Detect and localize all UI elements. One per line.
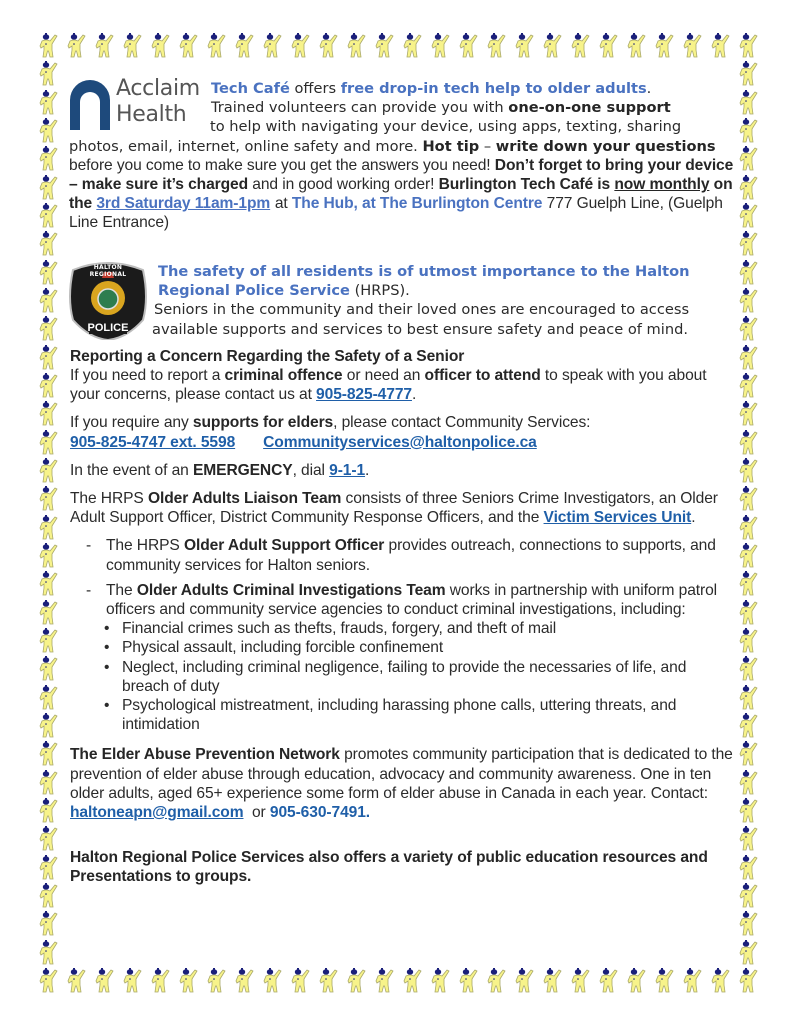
waving-figure-icon	[35, 315, 61, 342]
bold-text: Burlington Tech Café is	[438, 176, 615, 194]
waving-figure-icon	[707, 967, 733, 994]
waving-figure-icon	[35, 457, 61, 484]
waving-figure-icon	[35, 684, 61, 711]
waving-figure-icon	[35, 400, 61, 427]
waving-figure-icon	[735, 457, 761, 484]
waving-figure-icon	[259, 32, 285, 59]
text: or need an	[342, 367, 425, 385]
waving-figure-icon	[35, 89, 61, 116]
waving-figure-icon	[735, 89, 761, 116]
tech-cafe-section	[70, 79, 735, 233]
text: to help with navigating your device, using apps, texting, sharing photos, email, internet, online safety and more.	[69, 118, 682, 155]
emergency-number-link[interactable]: 9-1-1	[329, 461, 366, 479]
waving-figure-icon	[63, 32, 89, 59]
eapn-phone: 905-630-7491.	[269, 804, 371, 822]
waving-figure-icon	[735, 854, 761, 881]
waving-figure-icon	[735, 542, 761, 569]
text: consists of three Seniors Crime Investigators, an Older Adult Support Officer, District Community Response Officers, and the	[70, 490, 718, 527]
text: The HRPS	[106, 537, 184, 555]
waving-figure-icon	[735, 60, 761, 87]
waving-figure-icon	[343, 967, 369, 994]
waving-figure-icon	[735, 627, 761, 654]
waving-figure-icon	[399, 32, 425, 59]
waving-figure-icon	[427, 967, 453, 994]
police-headline	[70, 262, 735, 300]
tech-cafe-title: Tech Café	[211, 80, 290, 97]
bold-text: criminal offence	[224, 367, 343, 385]
waving-figure-icon	[35, 344, 61, 371]
waving-figure-icon	[735, 655, 761, 682]
waving-figure-icon	[35, 230, 61, 257]
waving-figure-icon	[231, 32, 257, 59]
bold-text: The Elder Abuse Prevention Network	[70, 746, 340, 764]
waving-figure-icon	[735, 315, 761, 342]
text: promotes community participation that is dedicated to the prevention of elder abuse through education, advocacy and community awareness. One in ten older adults, aged 65+ experience some form of elder abuse in Canada in each year. Contact:	[70, 746, 733, 802]
waving-figure-icon	[35, 825, 61, 852]
tech-cafe-offer: free drop-in tech help to older adults	[340, 80, 647, 97]
waving-figure-icon	[35, 967, 61, 994]
waving-figure-icon	[651, 967, 677, 994]
waving-figure-icon	[35, 599, 61, 626]
text: provides outreach, connections to supports, and community services for Halton seniors.	[106, 537, 716, 574]
bold-text: Older Adult Support Officer	[183, 537, 385, 555]
list-item	[70, 581, 735, 735]
waving-figure-icon	[63, 967, 89, 994]
liaison-team-text	[70, 489, 735, 527]
tech-cafe-intro	[70, 79, 735, 98]
reporting-text	[70, 366, 735, 404]
eapn-text	[70, 745, 735, 822]
text: offers	[289, 80, 341, 97]
waving-figure-icon	[735, 230, 761, 257]
waving-figure-icon	[735, 372, 761, 399]
tech-cafe-body-cont	[69, 117, 735, 232]
text: , please contact Community Services:	[333, 414, 591, 432]
waving-figure-icon	[147, 967, 173, 994]
waving-figure-icon	[119, 967, 145, 994]
text: –	[479, 137, 496, 155]
text: 777 Guelph Line, (Guelph Line Entrance)	[69, 195, 723, 232]
waving-figure-icon	[567, 32, 593, 59]
waving-figure-icon	[735, 570, 761, 597]
list-item: • Psychological mistreatment, including harassing phone calls, uttering threats, and intimidation	[70, 696, 735, 734]
waving-figure-icon	[735, 882, 761, 909]
waving-figure-icon	[371, 32, 397, 59]
waving-figure-icon	[623, 967, 649, 994]
waving-figure-icon	[35, 117, 61, 144]
waving-figure-icon	[735, 712, 761, 739]
team-roles-list	[70, 536, 735, 734]
tech-cafe-body	[70, 98, 735, 117]
text: .	[691, 509, 696, 527]
eapn-email-link[interactable]: haltoneapn@gmail.com	[70, 804, 244, 822]
waving-figure-icon	[735, 769, 761, 796]
community-services-phone-link[interactable]: 905-825-4747 ext. 5598	[70, 433, 236, 451]
waving-figure-icon	[735, 145, 761, 172]
bold-text: supports for elders	[192, 414, 334, 432]
text: , dial	[292, 461, 330, 479]
waving-figure-icon	[315, 32, 341, 59]
waving-figure-icon	[735, 825, 761, 852]
waving-figure-icon	[35, 570, 61, 597]
waving-figure-icon	[259, 967, 285, 994]
badge-bottom-text: POLICE	[87, 322, 129, 334]
bold-text: Hot tip	[422, 137, 480, 155]
text: at	[274, 195, 292, 213]
bold-text: EMERGENCY	[192, 461, 293, 479]
elders-support-text	[70, 413, 735, 451]
list-item: • Neglect, including criminal negligence, failing to provide the necessaries of life, and breach of duty	[70, 658, 735, 696]
waving-figure-icon	[35, 202, 61, 229]
list-item: • Physical assault, including forcible confinement	[70, 638, 735, 657]
waving-figure-icon	[735, 514, 761, 541]
waving-figure-icon	[679, 32, 705, 59]
text: before you come to make sure you get the answers you need!	[69, 156, 495, 174]
police-intro-1: Seniors in the community and their loved ones are encouraged to access	[154, 301, 690, 319]
waving-figure-icon	[287, 32, 313, 59]
waving-figure-icon	[35, 712, 61, 739]
investigations-list	[70, 619, 735, 734]
waving-figure-icon	[735, 400, 761, 427]
waving-figure-icon	[91, 967, 117, 994]
list-item	[70, 536, 735, 574]
waving-figure-icon	[35, 910, 61, 937]
text: (HRPS).	[349, 282, 410, 300]
emergency-text	[70, 461, 735, 480]
waving-figure-icon	[595, 967, 621, 994]
waving-figure-icon	[735, 259, 761, 286]
waving-figure-icon	[455, 32, 481, 59]
text: The HRPS	[70, 490, 148, 508]
waving-figure-icon	[35, 542, 61, 569]
text: works in partnership with uniform patrol officers and community service agencies to conduct criminal investigations, including:	[106, 581, 718, 619]
waving-figure-icon	[707, 32, 733, 59]
waving-figure-icon	[35, 655, 61, 682]
waving-figure-icon	[679, 967, 705, 994]
text: In the event of an	[70, 461, 193, 479]
bold-text: Older Adults Criminal Investigations Team	[136, 581, 446, 599]
waving-figure-icon	[315, 967, 341, 994]
community-services-email-link[interactable]: Communityservices@haltonpolice.ca	[263, 433, 537, 451]
waving-figure-icon	[623, 32, 649, 59]
waving-figure-icon	[427, 32, 453, 59]
text: Trained volunteers can provide you with	[211, 99, 509, 117]
text: or	[243, 804, 270, 822]
waving-figure-icon	[735, 32, 761, 59]
waving-figure-icon	[399, 967, 425, 994]
waving-figure-icon	[735, 117, 761, 144]
logo-word-health: Health	[116, 102, 187, 127]
text: The	[106, 581, 137, 599]
waving-figure-icon	[35, 32, 61, 59]
report-phone-link[interactable]: 905-825-4777	[316, 386, 412, 404]
waving-figure-icon	[511, 967, 537, 994]
waving-figure-icon	[735, 797, 761, 824]
text: .	[411, 386, 417, 404]
waving-figure-icon	[735, 174, 761, 201]
waving-figure-icon	[539, 32, 565, 59]
bold-text: write down your questions	[495, 137, 716, 155]
waving-figure-icon	[203, 967, 229, 994]
waving-figure-icon	[35, 797, 61, 824]
waving-figure-icon	[735, 939, 761, 966]
waving-figure-icon	[455, 967, 481, 994]
waving-figure-icon	[203, 32, 229, 59]
waving-figure-icon	[735, 429, 761, 456]
bold-text: Older Adults Liaison Team	[147, 490, 342, 508]
victim-services-link[interactable]: Victim Services Unit	[543, 509, 692, 527]
text: to speak with you about your concerns, please contact us at	[70, 367, 707, 404]
schedule-link[interactable]: 3rd Saturday 11am-1pm	[96, 195, 271, 213]
reporting-block	[70, 347, 735, 887]
badge-top-text: HALTON REGIONAL	[89, 264, 127, 278]
waving-figure-icon	[483, 32, 509, 59]
waving-figure-icon	[35, 485, 61, 512]
heading-text: Reporting a Concern Regarding the Safety of a Senior	[70, 347, 465, 365]
waving-figure-icon	[735, 910, 761, 937]
waving-figure-icon	[35, 514, 61, 541]
police-intro-2: available supports and services to best ensure safety and peace of mind.	[152, 320, 688, 338]
waving-figure-icon	[119, 32, 145, 59]
waving-figure-icon	[343, 32, 369, 59]
waving-figure-icon	[175, 32, 201, 59]
waving-figure-icon	[35, 429, 61, 456]
police-section	[70, 262, 735, 887]
waving-figure-icon	[231, 967, 257, 994]
waving-figure-icon	[511, 32, 537, 59]
waving-figure-icon	[287, 967, 313, 994]
waving-figure-icon	[35, 145, 61, 172]
waving-figure-icon	[539, 967, 565, 994]
bold-text: one-on-one support	[508, 99, 671, 117]
text: If you need to report a	[70, 367, 225, 385]
text: .	[365, 461, 370, 479]
bold-text: on the	[69, 176, 733, 213]
waving-figure-icon	[371, 967, 397, 994]
waving-figure-icon	[35, 259, 61, 286]
text: .	[646, 80, 652, 97]
waving-figure-icon	[91, 32, 117, 59]
text: If you require any	[70, 414, 193, 432]
waving-figure-icon	[35, 60, 61, 87]
bold-text: Don’t forget to bring your device – make sure it’s charged	[69, 156, 734, 194]
waving-figure-icon	[735, 287, 761, 314]
waving-figure-icon	[651, 32, 677, 59]
waving-figure-icon	[735, 967, 761, 994]
waving-figure-icon	[35, 939, 61, 966]
waving-figure-icon	[567, 967, 593, 994]
waving-figure-icon	[35, 627, 61, 654]
waving-figure-icon	[147, 32, 173, 59]
waving-figure-icon	[35, 174, 61, 201]
venue-text: The Hub, at The Burlington Centre	[291, 195, 543, 213]
bold-text: officer to attend	[424, 367, 541, 385]
waving-figure-icon	[735, 599, 761, 626]
waving-figure-icon	[735, 684, 761, 711]
list-item: • Financial crimes such as thefts, frauds, forgery, and theft of mail	[70, 619, 735, 638]
waving-figure-icon	[735, 202, 761, 229]
text: and in good working order!	[248, 176, 439, 194]
waving-figure-icon	[483, 967, 509, 994]
police-headline-text: The safety of all residents is of utmost importance to the Halton Regional Police Service	[158, 263, 690, 300]
reporting-heading	[70, 347, 735, 366]
waving-figure-icon	[735, 344, 761, 371]
waving-figure-icon	[735, 485, 761, 512]
waving-figure-icon	[35, 287, 61, 314]
bold-text: now monthly	[614, 176, 710, 194]
waving-figure-icon	[35, 854, 61, 881]
waving-figure-icon	[735, 740, 761, 767]
waving-figure-icon	[595, 32, 621, 59]
waving-figure-icon	[35, 769, 61, 796]
waving-figure-icon	[35, 372, 61, 399]
waving-figure-icon	[35, 740, 61, 767]
logo-word-acclaim: Acclaim	[116, 76, 200, 101]
waving-figure-icon	[175, 967, 201, 994]
closing-text: Halton Regional Police Services also offers a variety of public education resources and Presentations to groups.	[70, 849, 708, 886]
waving-figure-icon	[35, 882, 61, 909]
